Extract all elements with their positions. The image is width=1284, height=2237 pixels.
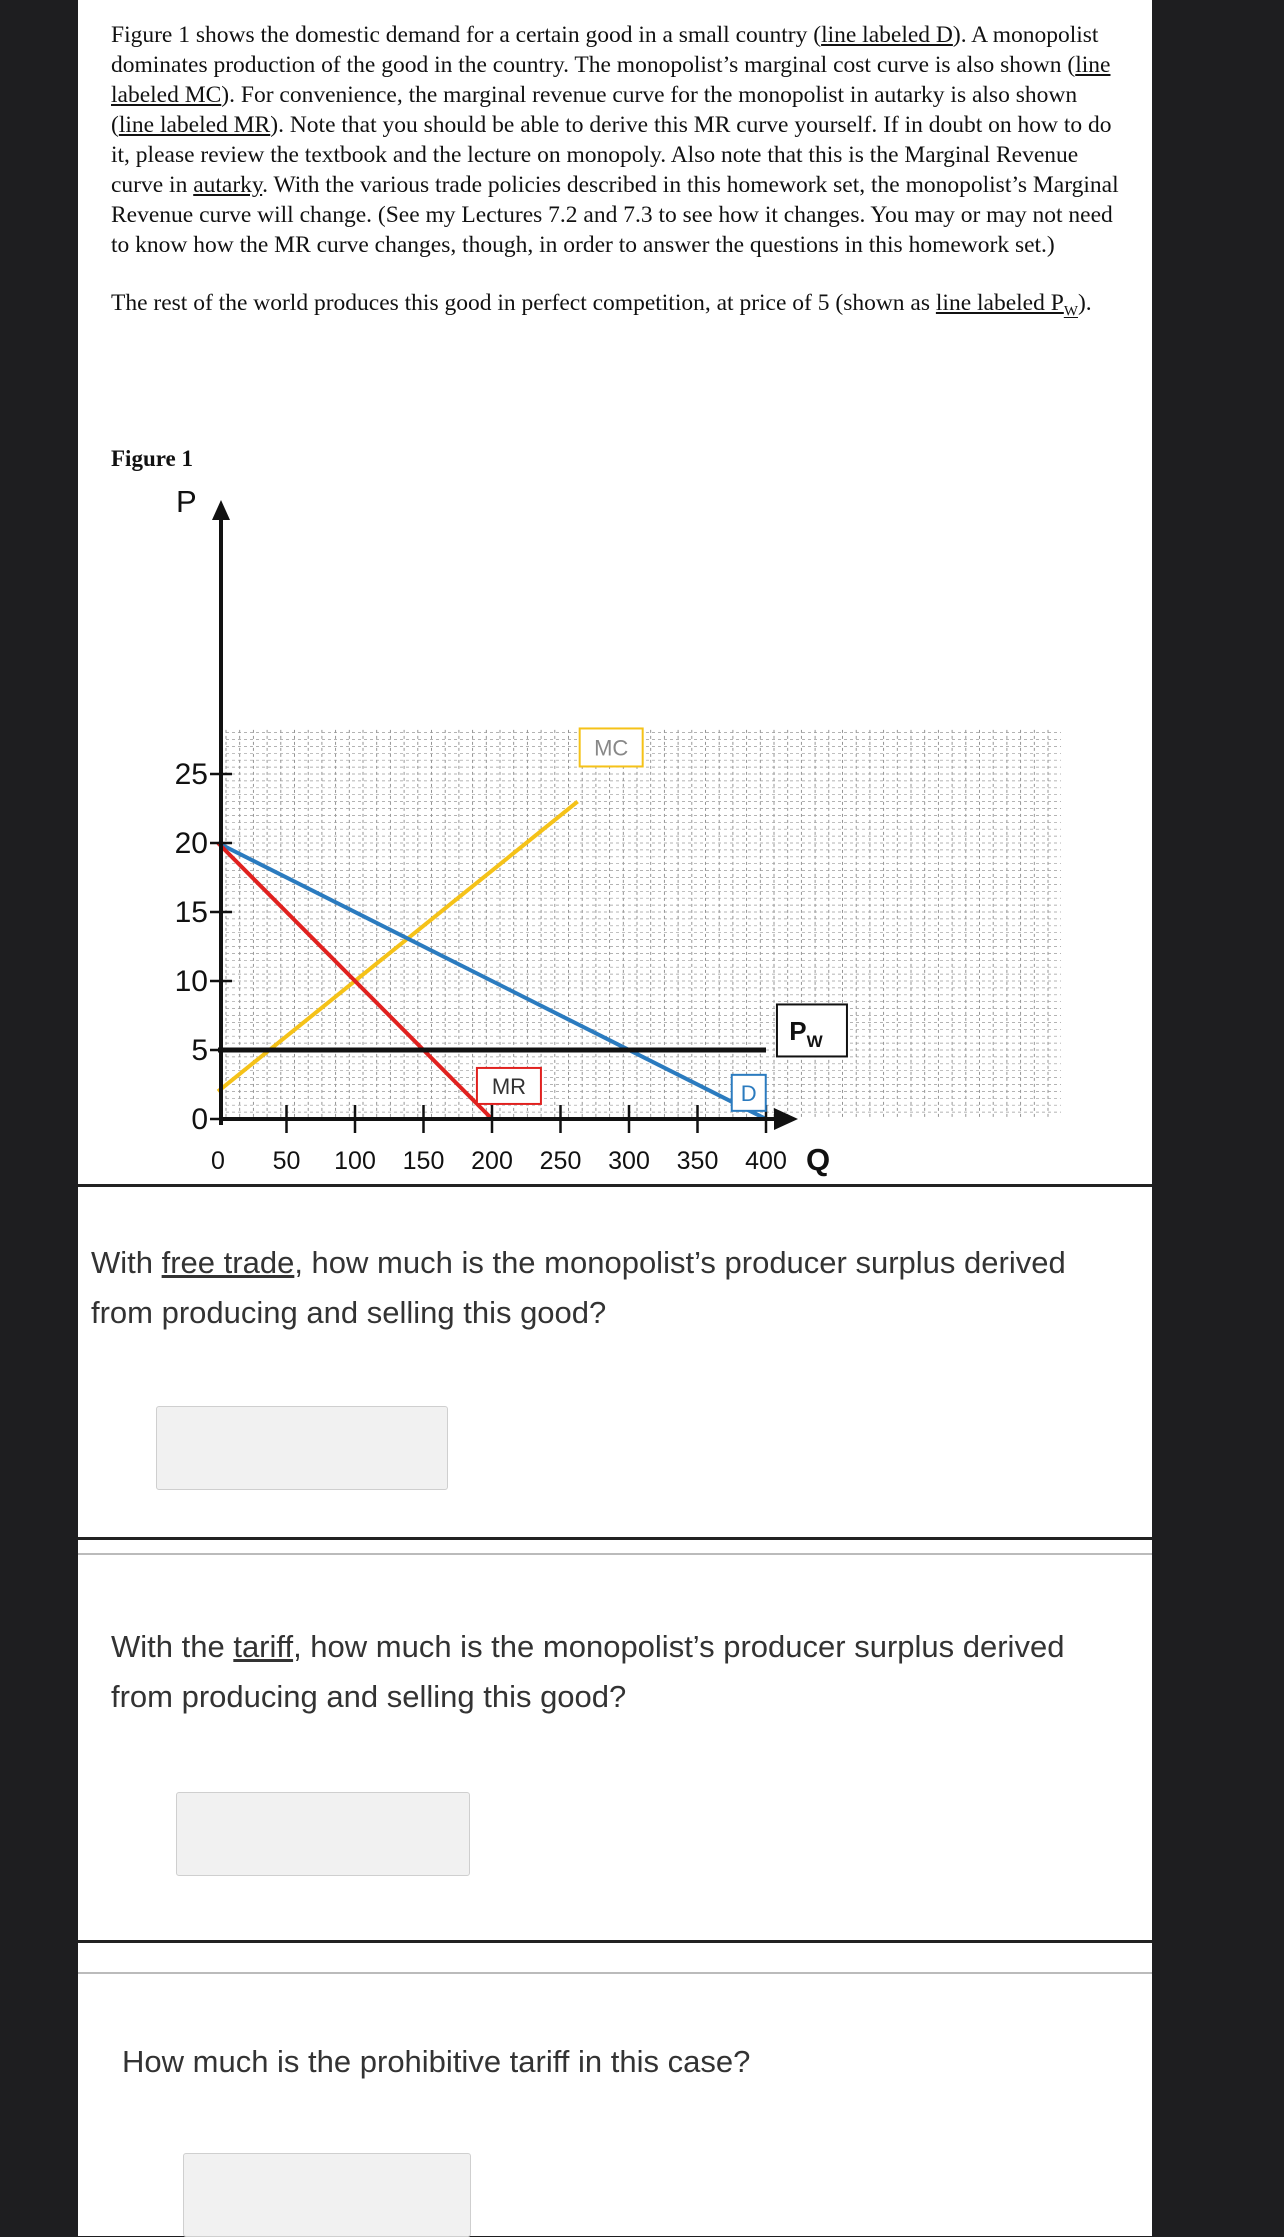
intro-text-run: W xyxy=(1063,303,1078,320)
intro-text-run: . With the various trade policies described in this homework set, the monopolist’s Marginal Revenue curve will change. (See my Lectures 7.2 and 7.3 to see how it changes. You may or may not need to know how the MR curve changes, though, in order to answer the questions in this homework set.) xyxy=(111,172,1119,258)
question-2-post: , how much is the monopolist’s producer surplus derived from producing and selling this good? xyxy=(111,1629,1065,1714)
homework-sheet xyxy=(78,0,1152,2236)
x-tick-label: 250 xyxy=(539,1147,582,1175)
intro-text-run: autarky xyxy=(193,172,263,198)
intro-text-run: line labeled MC xyxy=(111,52,1111,108)
intro-paragraph-2 xyxy=(111,288,1121,327)
question-1-text xyxy=(91,1238,1091,1338)
chart-axes xyxy=(212,500,798,1130)
intro-text-run: Figure 1 shows the domestic demand for a certain good in a small country ( xyxy=(111,22,822,48)
y-tick-label: 0 xyxy=(191,1103,208,1136)
question-3-post: How much is the prohibitive tariff in this case? xyxy=(122,2044,751,2079)
x-tick-label: 300 xyxy=(608,1147,650,1175)
question-1-post: , how much is the monopolist’s producer surplus derived from producing and selling this good? xyxy=(91,1245,1066,1330)
x-axis-arrow xyxy=(774,1108,798,1130)
intro-text-run: line labeled MR xyxy=(118,112,271,138)
y-axis-label: P xyxy=(176,488,197,519)
intro-paragraph-1 xyxy=(111,20,1121,260)
question-3-text xyxy=(122,2037,1122,2087)
x-tick-label: 150 xyxy=(402,1147,445,1175)
series-label-mc: MC xyxy=(594,735,629,761)
y-tick-label: 20 xyxy=(174,827,208,860)
question-3-answer-input[interactable] xyxy=(183,2153,471,2237)
question-1-link: free trade xyxy=(161,1245,295,1280)
intro-text-run: ). Note that you should be able to derive this MR curve yourself. If in doubt on how to do it, please review the textbook and the lecture on monopoly. Also note that this is the Marginal Revenue curve in xyxy=(111,112,1112,198)
series-label-pw: $P_W$ xyxy=(789,1015,823,1051)
intro-text-run: ). For convenience, the marginal revenue curve for the monopolist in autarky is also shown ( xyxy=(111,82,1078,138)
question-2-text xyxy=(111,1622,1111,1722)
y-tick-label: 15 xyxy=(174,896,208,929)
y-tick-label: 10 xyxy=(174,965,208,998)
question-2-pre: With the xyxy=(111,1629,234,1664)
x-tick-label: 50 xyxy=(272,1147,301,1175)
question-1-pre: With xyxy=(91,1245,162,1280)
section-divider xyxy=(78,1940,1152,1943)
figure-1-chart xyxy=(118,488,1148,1188)
series-label-d: D xyxy=(740,1080,757,1106)
x-tick-label: 100 xyxy=(334,1147,376,1175)
question-2-link: tariff xyxy=(233,1629,294,1664)
x-tick-label: 200 xyxy=(471,1147,513,1175)
figure-label: Figure 1 xyxy=(111,446,193,471)
x-tick-label: 350 xyxy=(676,1147,719,1175)
x-tick-label: 0 xyxy=(211,1147,225,1175)
y-tick-label: 5 xyxy=(191,1034,208,1067)
section-divider-light xyxy=(78,1972,1152,1974)
intro-text-run: line labeled D xyxy=(821,22,953,48)
section-divider xyxy=(78,1537,1152,1540)
y-tick-label: 25 xyxy=(174,758,208,791)
intro-text-run: ). xyxy=(1077,290,1092,316)
y-axis-arrow xyxy=(212,500,230,520)
problem-intro xyxy=(111,20,1121,327)
question-1-answer-input[interactable] xyxy=(156,1406,448,1490)
x-tick-label: 400 xyxy=(745,1147,787,1175)
chart-grid xyxy=(226,730,1061,1119)
section-divider xyxy=(78,1184,1152,1187)
intro-text-run: line labeled P xyxy=(935,290,1064,316)
x-axis-label: Q xyxy=(806,1142,831,1177)
question-2-answer-input[interactable] xyxy=(176,1792,470,1876)
intro-text-run: ). A monopolist dominates production of the good in the country. The monopolist’s marginal cost curve is also shown ( xyxy=(111,22,1099,78)
intro-text-run: The rest of the world produces this good in perfect competition, at price of 5 (shown as xyxy=(111,290,936,316)
series-label-mr: MR xyxy=(491,1073,527,1099)
section-divider-light xyxy=(78,1553,1152,1555)
